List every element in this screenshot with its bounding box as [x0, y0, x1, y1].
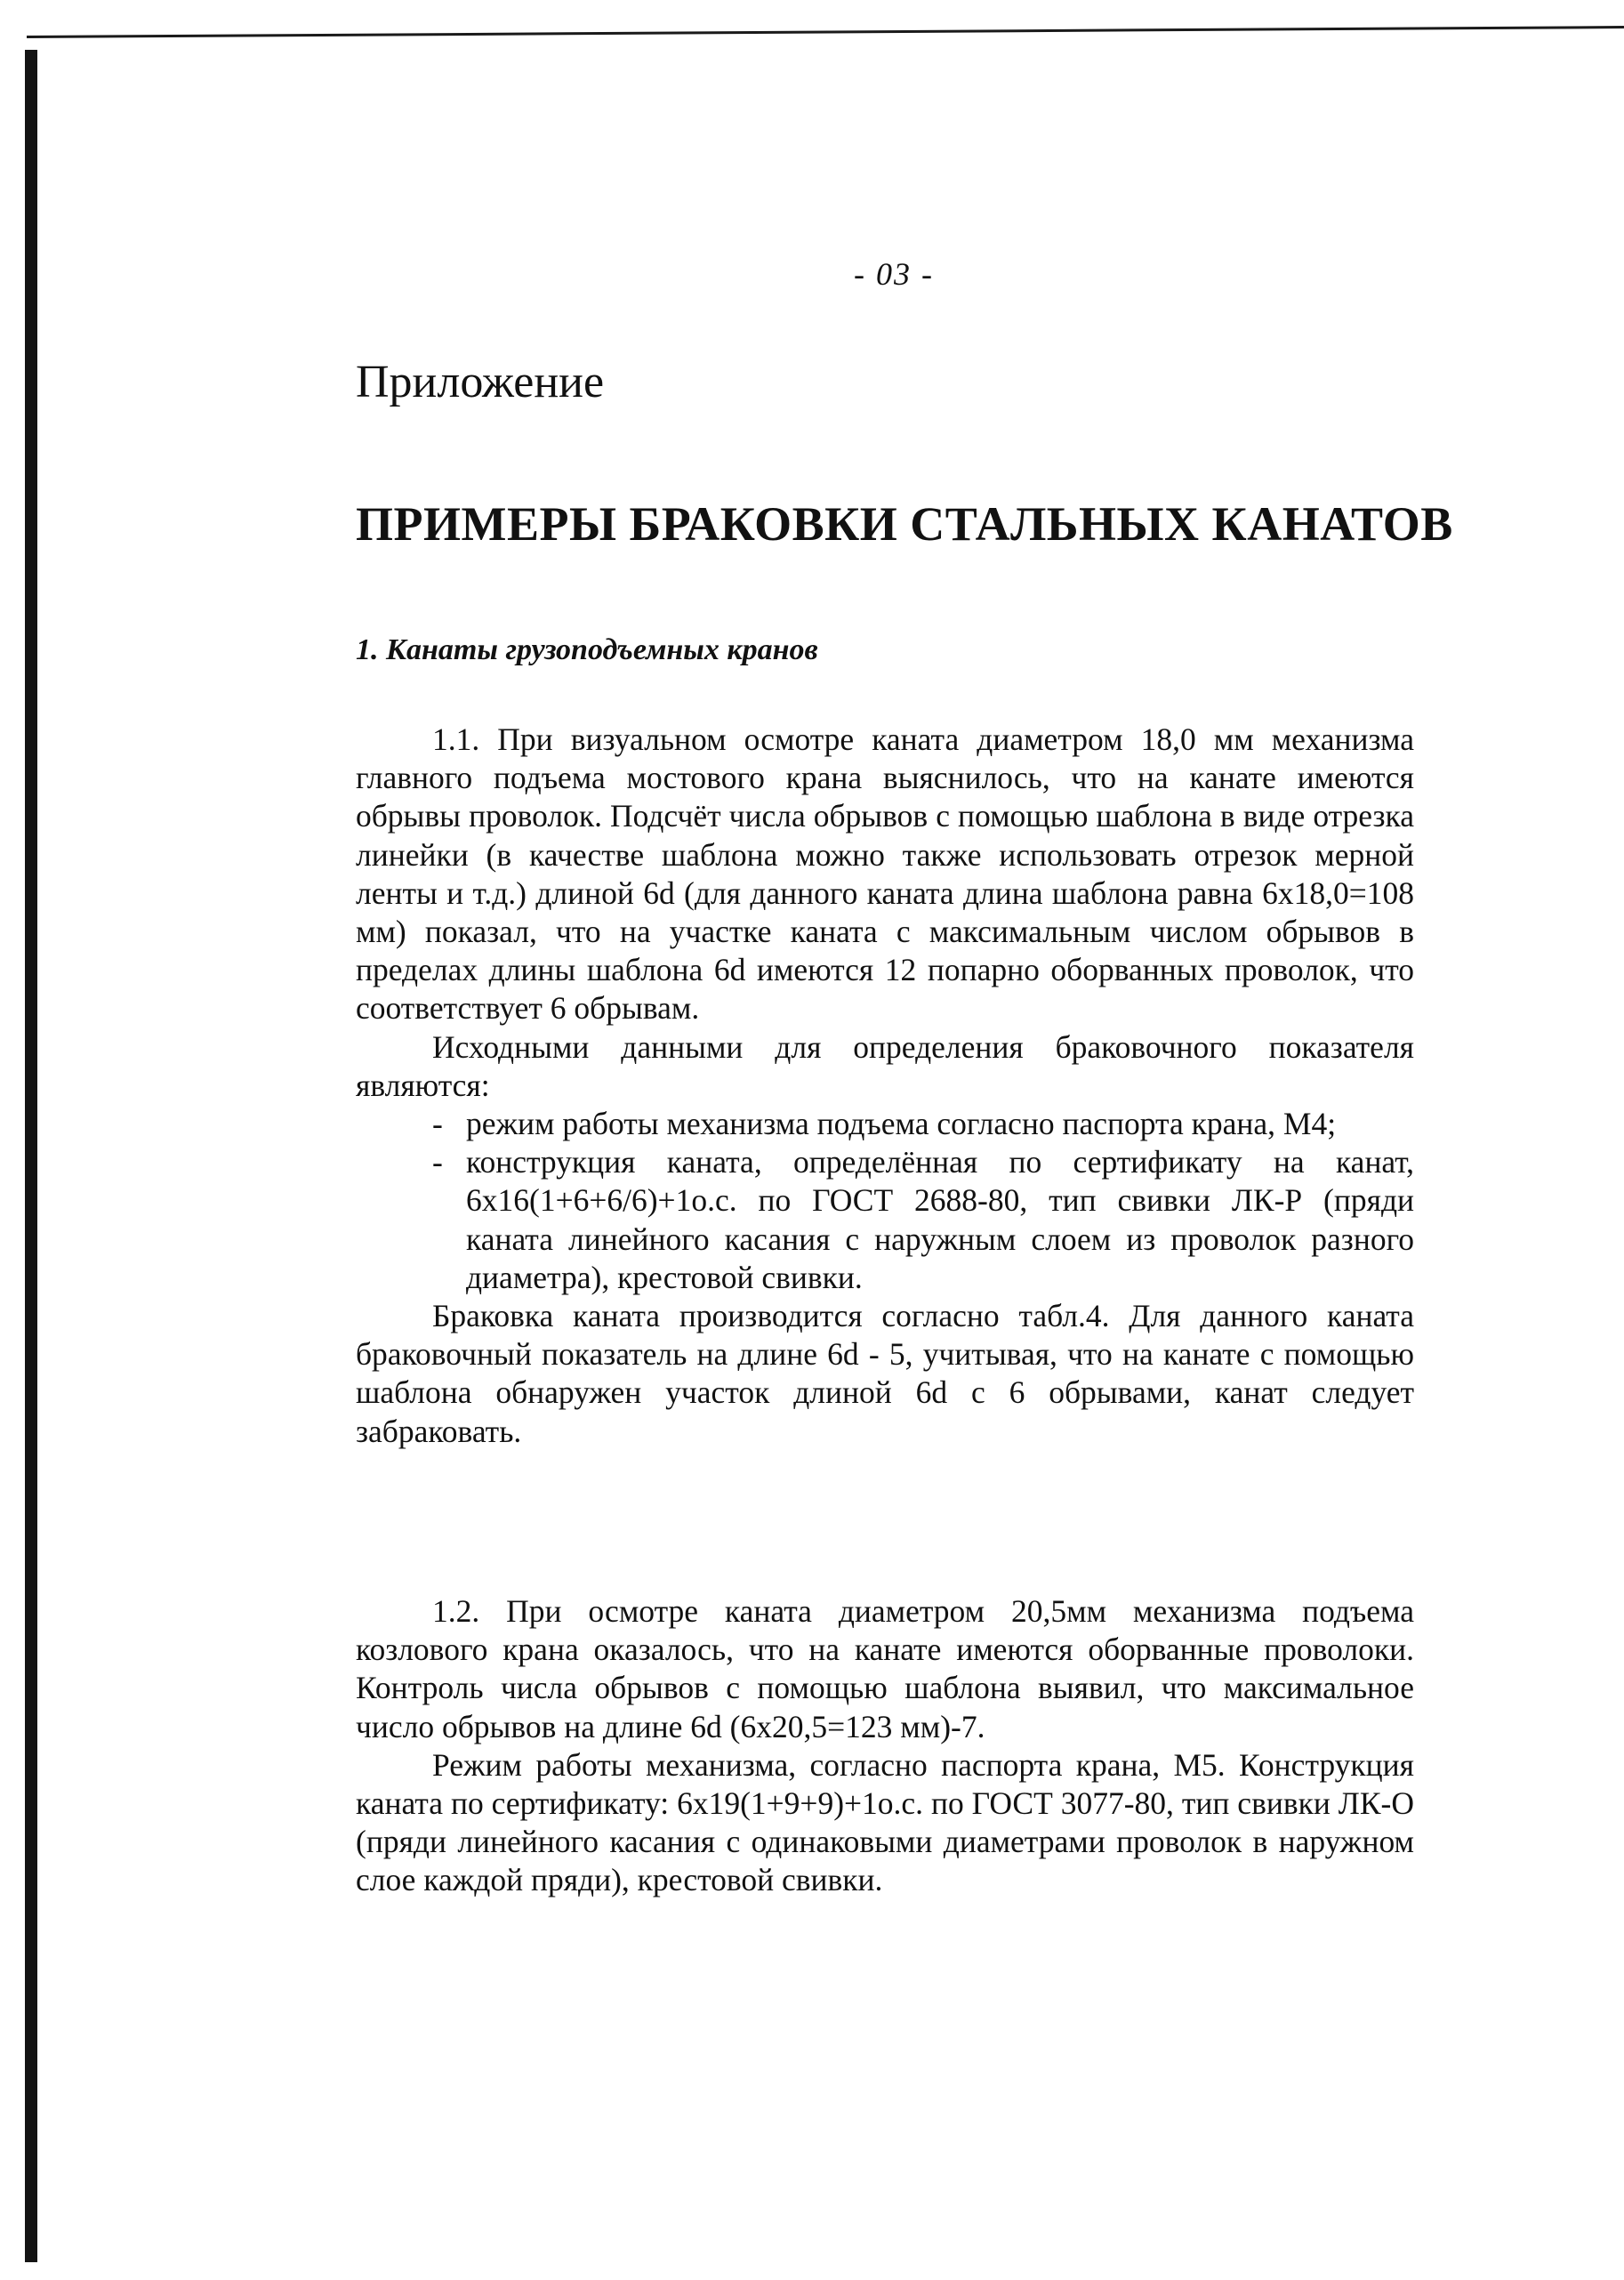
list-dash: - — [432, 1106, 443, 1142]
page-number: - 03 - — [854, 256, 934, 292]
list-item — [356, 1105, 1414, 1143]
example-1-paragraph-1: 1.1. При визуальном осмотре каната диаметром 18,0 мм механизма главного подъема мостового крана выяснилось, что на канате имеются обрывы проволок. Подсчёт числа обрывов с помощью шаблона в виде отрезка линейки (в качестве шаблона можно также использовать отрезок мерной ленты и т.д.) длиной 6d (для данного каната длина шаблона равна 6x18,0=108 мм) показал, что на участке каната с максимальным числом обрывов в пределах длины шаблона 6d имеются 12 попарно оборванных проволок, что соответствует 6 обрывам. — [356, 721, 1414, 1027]
section-heading: 1. Канаты грузоподъемных кранов — [356, 633, 818, 666]
example-2-paragraph-1: 1.2. При осмотре каната диаметром 20,5мм механизма подъема козлового крана оказалось, что на канате имеются оборванные проволоки. Контроль числа обрывов с помощью шаблона выявил, что максимальное число обрывов на длине 6d (6x20,5=123 мм)-7. — [356, 1593, 1414, 1744]
list-item-text: режим работы механизма подъема согласно паспорта крана, М4; — [466, 1106, 1337, 1142]
list-item-text: конструкция каната, определённая по сертификату на канат, 6x16(1+6+6/6)+1о.с. по ГОСТ 2688-80, тип свивки ЛК-Р (пряди каната линейного касания с наружным слоем из проволок разного диаметра), крестовой свивки. — [466, 1144, 1414, 1295]
example-2-block — [356, 1592, 1414, 1900]
example-1-paragraph-3: Браковка каната производится согласно табл.4. Для данного каната браковочный показатель на длине 6d - 5, учитывая, что на канате с помощью шаблона обнаружен участок длиной 6d с 6 обрывами, канат следует забраковать. — [356, 1298, 1414, 1449]
main-title: ПРИМЕРЫ БРАКОВКИ СТАЛЬНЫХ КАНАТОВ — [356, 497, 1453, 551]
example-2-paragraph-2: Режим работы механизма, согласно паспорта крана, М5. Конструкция каната по сертификату: 6x19(1+9+9)+1о.с. по ГОСТ 3077-80, тип свивки ЛК-О (пряди линейного касания с одинаковыми диаметрами проволок в наружном слое каждой пряди), крестовой свивки. — [356, 1746, 1414, 1898]
left-border-bar — [25, 50, 37, 2262]
appendix-title: Приложение — [356, 357, 605, 407]
example-1-paragraph-2: Исходными данными для определения браковочного показателя являются: — [356, 1028, 1414, 1103]
criteria-list — [356, 1105, 1414, 1297]
list-item — [356, 1143, 1414, 1297]
top-border-line — [27, 26, 1624, 38]
example-1-block — [356, 721, 1414, 1451]
list-dash: - — [432, 1144, 443, 1180]
